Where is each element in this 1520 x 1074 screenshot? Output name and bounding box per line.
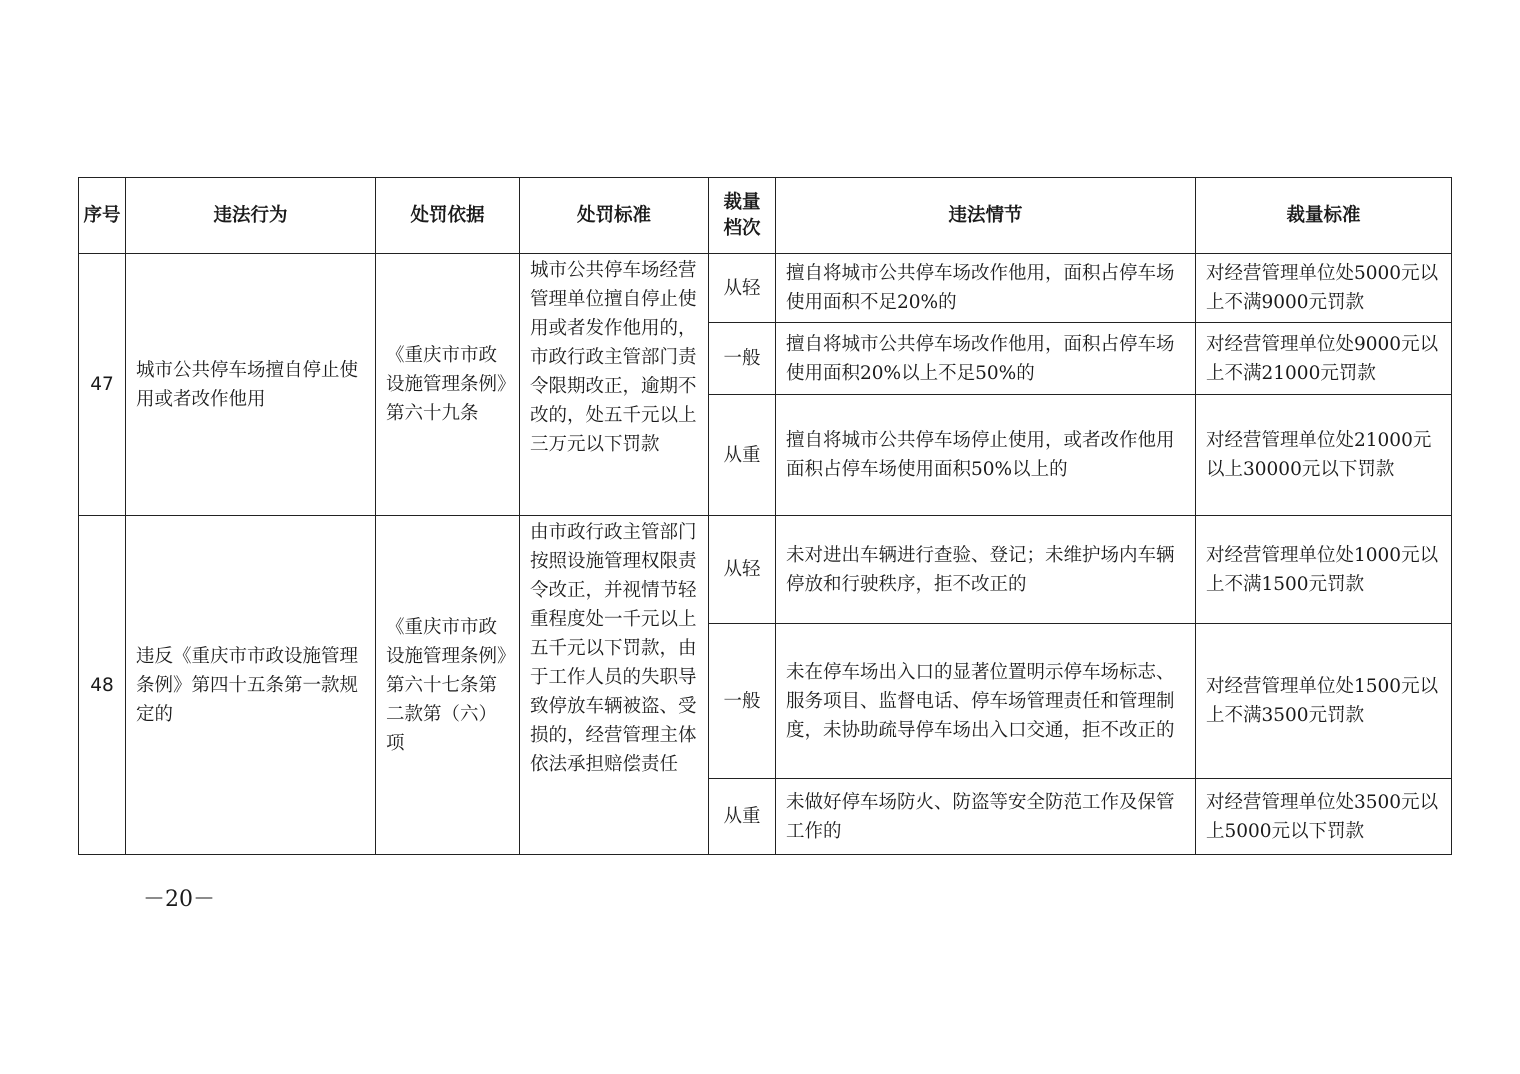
- header-act: 违法行为: [126, 178, 376, 254]
- row-seq: 47: [79, 254, 126, 516]
- header-penalty: 裁量标准: [1196, 178, 1452, 254]
- row-level: 从轻: [709, 516, 776, 624]
- row-seq: 48: [79, 516, 126, 855]
- row-act: 城市公共停车场擅自停止使用或者改作他用: [126, 254, 376, 516]
- page-number: －20－: [143, 887, 215, 912]
- row-level: 从重: [709, 779, 776, 855]
- row-act: 违反《重庆市市政设施管理条例》第四十五条第一款规定的: [126, 516, 376, 855]
- row-level: 从轻: [709, 254, 776, 323]
- row-circumstance: 擅自将城市公共停车场改作他用，面积占停车场使用面积20%以上不足50%的: [776, 323, 1196, 395]
- row-circumstance: 擅自将城市公共停车场改作他用，面积占停车场使用面积不足20%的: [776, 254, 1196, 323]
- row-penalty: 对经营管理单位处3500元以上5000元以下罚款: [1196, 779, 1452, 855]
- header-basis: 处罚依据: [376, 178, 520, 254]
- row-basis: 《重庆市市政设施管理条例》第六十七条第二款第（六）项: [376, 516, 520, 855]
- penalty-discretion-table: [78, 177, 1452, 855]
- table-row: [79, 254, 1452, 323]
- row-level: 一般: [709, 323, 776, 395]
- row-level: 从重: [709, 395, 776, 516]
- row-circumstance: 擅自将城市公共停车场停止使用，或者改作他用面积占停车场使用面积50%以上的: [776, 395, 1196, 516]
- header-standard: 处罚标准: [520, 178, 709, 254]
- header-circumstance: 违法情节: [776, 178, 1196, 254]
- header-level-line1: 裁量: [723, 191, 761, 213]
- row-circumstance: 未在停车场出入口的显著位置明示停车场标志、服务项目、监督电话、停车场管理责任和管理制度，未协助疏导停车场出入口交通，拒不改正的: [776, 624, 1196, 779]
- row-standard: 城市公共停车场经营管理单位擅自停止使用或者发作他用的，市政行政主管部门责令限期改正，逾期不改的，处五千元以上三万元以下罚款: [520, 254, 709, 516]
- row-penalty: 对经营管理单位处1500元以上不满3500元罚款: [1196, 624, 1452, 779]
- row-penalty: 对经营管理单位处21000元以上30000元以下罚款: [1196, 395, 1452, 516]
- row-basis: 《重庆市市政设施管理条例》第六十九条: [376, 254, 520, 516]
- row-circumstance: 未对进出车辆进行查验、登记；未维护场内车辆停放和行驶秩序，拒不改正的: [776, 516, 1196, 624]
- row-penalty: 对经营管理单位处5000元以上不满9000元罚款: [1196, 254, 1452, 323]
- row-penalty: 对经营管理单位处1000元以上不满1500元罚款: [1196, 516, 1452, 624]
- header-level: [709, 178, 776, 254]
- row-level: 一般: [709, 624, 776, 779]
- row-standard: 由市政行政主管部门按照设施管理权限责令改正，并视情节轻重程度处一千元以上五千元以下罚款，由于工作人员的失职导致停放车辆被盗、受损的，经营管理主体依法承担赔偿责任: [520, 516, 709, 855]
- header-seq: 序号: [79, 178, 126, 254]
- row-circumstance: 未做好停车场防火、防盗等安全防范工作及保管工作的: [776, 779, 1196, 855]
- header-level-line2: 档次: [723, 217, 761, 239]
- row-penalty: 对经营管理单位处9000元以上不满21000元罚款: [1196, 323, 1452, 395]
- table-header-row: [79, 178, 1452, 254]
- table-row: [79, 516, 1452, 624]
